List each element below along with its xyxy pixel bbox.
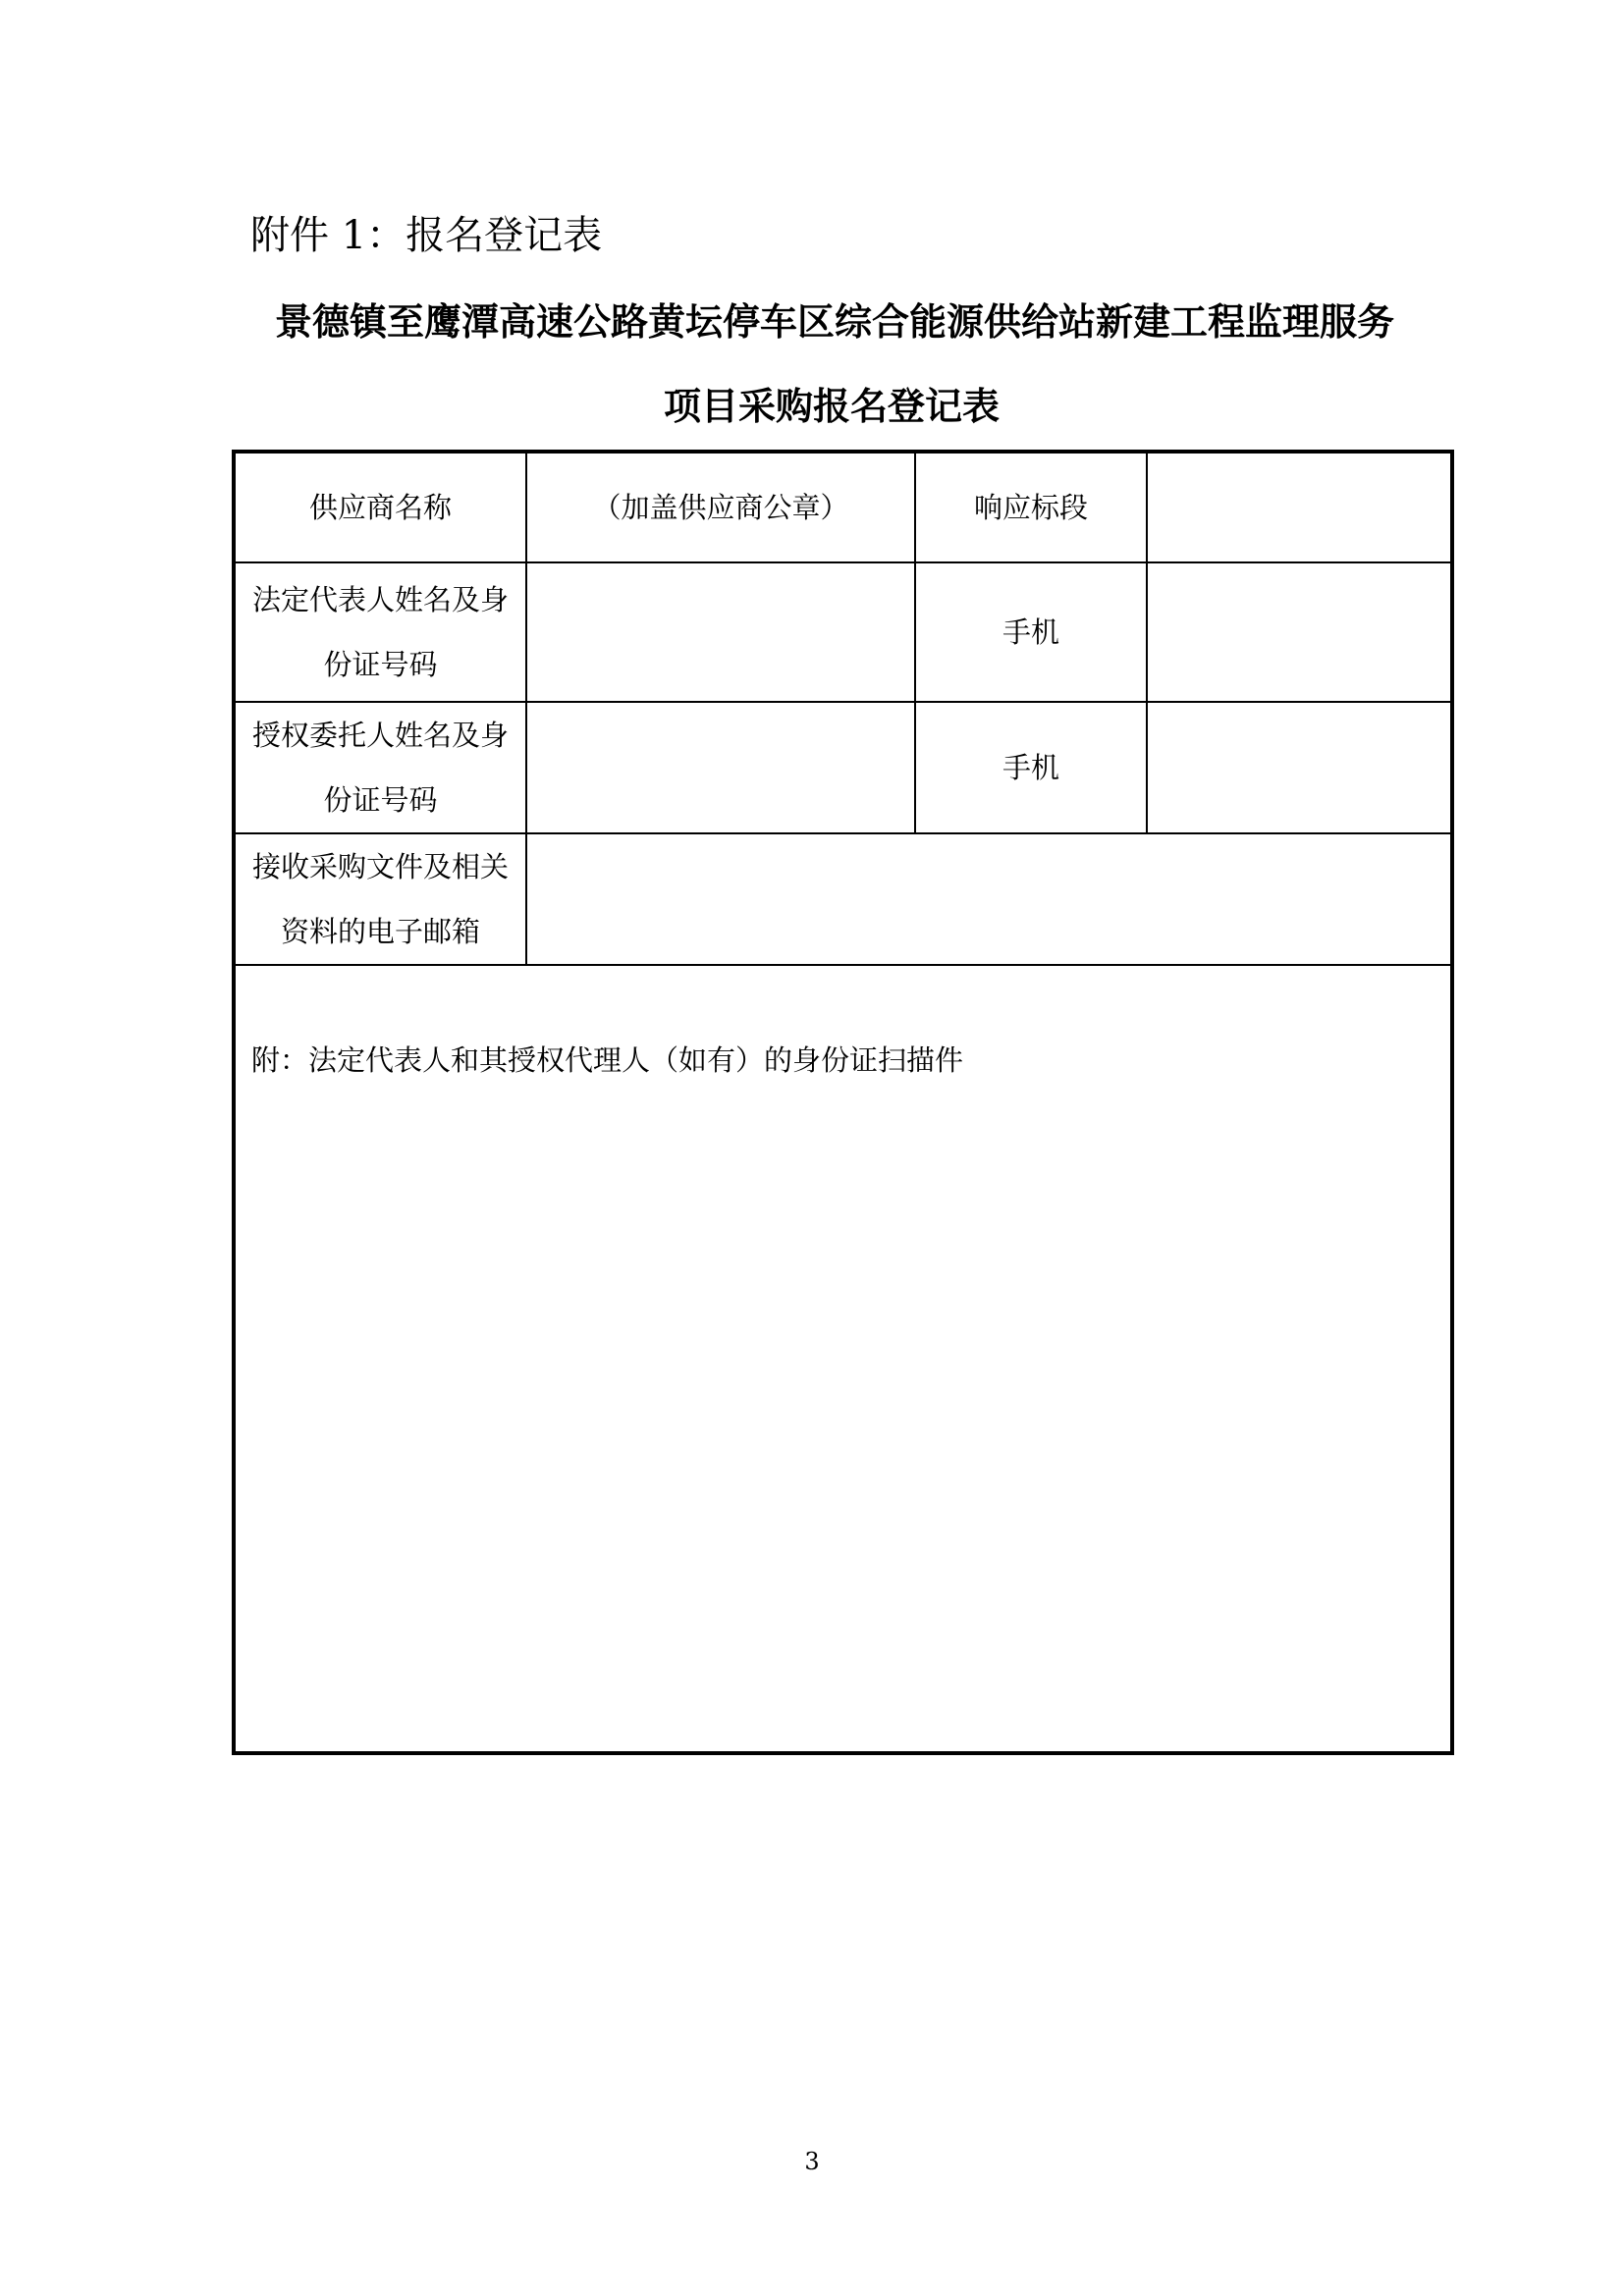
legal-rep-phone-field[interactable] [1147,562,1452,702]
supplier-name-label: 供应商名称 [234,452,526,562]
authorized-rep-label: 授权委托人姓名及身份证号码 [234,702,526,833]
email-field[interactable] [526,833,1452,965]
document-title-line-1: 景德镇至鹰潭高速公路黄坛停车区综合能源供给站新建工程监理服务 [274,300,1394,344]
page-number: 3 [804,2148,820,2175]
supplier-seal-hint: （加盖供应商公章） [592,491,849,524]
attachment-note: 附：法定代表人和其授权代理人（如有）的身份证扫描件 [251,1043,964,1077]
legal-rep-label: 法定代表人姓名及身份证号码 [234,562,526,702]
table-row-attachment [234,965,1452,1753]
legal-rep-phone-label: 手机 [915,562,1147,702]
supplier-seal-field[interactable] [526,452,915,562]
legal-rep-field[interactable] [526,562,915,702]
authorized-rep-field[interactable] [526,702,915,833]
table-row-supplier [234,452,1452,562]
attachment-area[interactable] [234,965,1452,1753]
attachment-label: 附件 1：报名登记表 [250,213,603,258]
table-row-authorized-rep [234,702,1452,833]
response-section-field[interactable] [1147,452,1452,562]
authorized-rep-phone-field[interactable] [1147,702,1452,833]
authorized-rep-phone-label: 手机 [915,702,1147,833]
email-label: 接收采购文件及相关资料的电子邮箱 [234,833,526,965]
response-section-label: 响应标段 [915,452,1147,562]
table-row-email [234,833,1452,965]
table-row-legal-rep [234,562,1452,702]
document-title-line-2: 项目采购报名登记表 [663,385,1000,428]
registration-form-table [232,450,1454,1755]
